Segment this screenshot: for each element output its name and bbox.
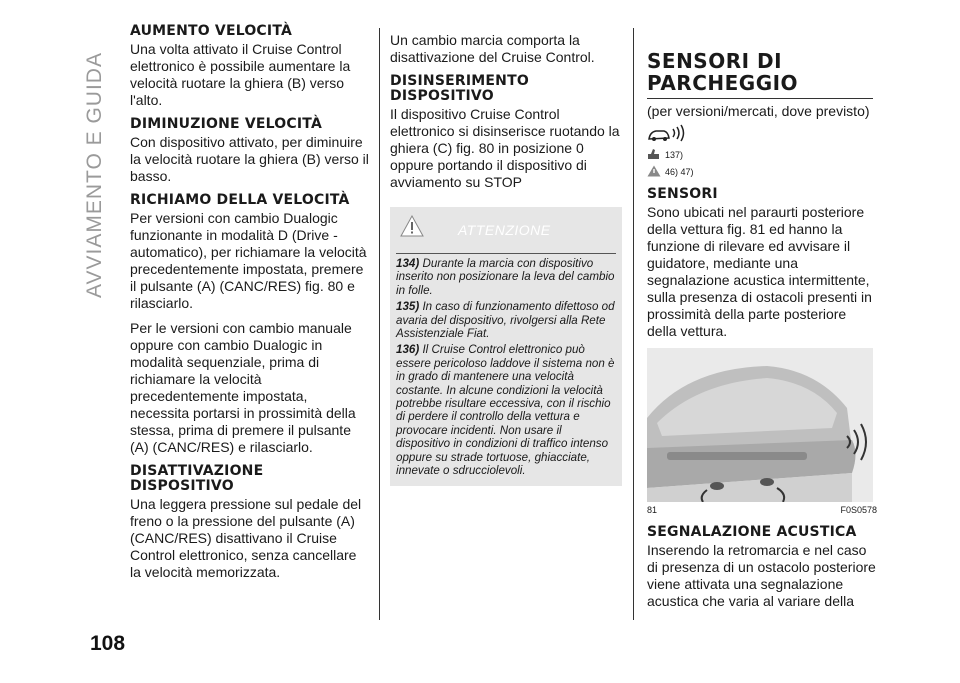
caution-ref: 46) 47) bbox=[665, 167, 694, 177]
text-diminuzione: Con dispositivo attivato, per diminuire la velocità ruotare la ghiera (B) verso il basso. bbox=[130, 134, 369, 184]
warning-divider bbox=[396, 253, 616, 254]
warning-header bbox=[390, 207, 622, 253]
warning-note: 135) In caso di funzionamento difettoso od avaria del dispositivo, rivolgersi alla Rete Assistenziale Fiat. bbox=[396, 300, 615, 341]
chapter-sidebar bbox=[78, 40, 112, 310]
heading-sensori: SENSORI bbox=[647, 186, 718, 202]
page-number: 108 bbox=[90, 632, 126, 655]
warning-note: 136) Il Cruise Control elettronico può essere pericoloso laddove il sistema non è in grado di mantenere una velocità costante. In alcune condizioni la velocità potrebbe risultare eccessiva, con il rischio di perdere il controllo della vettura e provocare incidenti. Non usare il dispositivo in condizioni di traffico intenso oppure su strade tortuose, ghiacciate, innevate o sdrucciolevoli. bbox=[396, 343, 615, 478]
text-segnalazione: Inserendo la retromarcia e nel caso di presenza di un ostacolo posteriore viene attivata una segnalazione acustica che varia al variare della bbox=[647, 542, 876, 609]
text-richiamo-1: Per versioni con cambio Dualogic funzionante in modalità D (Drive - automatico), per richiamare la velocità precedentemente impostata, premere il pulsante (A) (CANC/RES) fig. 80 e rilasciarlo. bbox=[130, 210, 367, 311]
text-richiamo-2: Per le versioni con cambio manuale oppure con cambio Dualogic in modalità sequenziale, prima di richiamare la velocità precedentemente impostata, necessita portarsi in prossimità della stessa, prima di premere il pulsante (A) (CANC/RES) e rilasciarlo. bbox=[130, 320, 356, 455]
caution-ref-row bbox=[647, 165, 877, 179]
column-3 bbox=[647, 24, 877, 618]
heading-disinserimento: DISINSERIMENTO DISPOSITIVO bbox=[390, 73, 529, 104]
parking-sensor-icon-row bbox=[647, 123, 877, 145]
heading-richiamo-velocita: RICHIAMO DELLA VELOCITÀ bbox=[130, 192, 350, 208]
text-disinserimento: Il dispositivo Cruise Control elettronico si disinserisce ruotando la ghiera (C) fig. 80 in posizione 0 oppure portando il dispositivo di avviamento su STOP bbox=[390, 106, 620, 190]
caution-triangle-icon bbox=[647, 165, 661, 179]
warning-triangle-icon bbox=[400, 215, 424, 242]
heading-aumento-velocita: AUMENTO VELOCITÀ bbox=[130, 23, 293, 39]
info-ref: 137) bbox=[665, 150, 684, 160]
column-divider bbox=[633, 28, 634, 620]
hand-info-icon bbox=[647, 148, 661, 162]
chapter-title: AVVIAMENTO E GUIDA bbox=[83, 52, 106, 298]
figure-number: 81 bbox=[647, 505, 658, 515]
heading-diminuzione-velocita: DIMINUZIONE VELOCITÀ bbox=[130, 116, 322, 132]
warning-title: ATTENZIONE bbox=[458, 222, 551, 238]
text-sensori: Sono ubicati nel paraurti posteriore della vettura fig. 81 ed hanno la funzione di rilevare ed avvisare il guidatore, mediante una segnalazione acustica intermittente, sulla presenza di ostacoli presenti in prossimità della parte posteriore della vettura. bbox=[647, 204, 872, 339]
text-aumento: Una volta attivato il Cruise Control elettronico è possibile aumentare la velocità ruotare la ghiera (B) verso l'alto. bbox=[130, 41, 351, 108]
column-2 bbox=[390, 24, 622, 486]
text-cambio-marcia: Un cambio marcia comporta la disattivazione del Cruise Control. bbox=[390, 32, 595, 65]
heading-segnalazione-acustica: SEGNALAZIONE ACUSTICA bbox=[647, 524, 857, 540]
text-disattivazione: Una leggera pressione sul pedale del freno o la pressione del pulsante (A) (CANC/RES) disattivano il Cruise Control elettronico, senza cancellare la velocità memorizzata. bbox=[130, 496, 362, 580]
column-1 bbox=[130, 24, 370, 589]
heading-disattivazione: DISATTIVAZIONE DISPOSITIVO bbox=[130, 463, 264, 494]
text-versioni: (per versioni/mercati, dove previsto) bbox=[647, 103, 870, 119]
figure-code: F0S0578 bbox=[840, 505, 877, 515]
warning-note: 134) Durante la marcia con dispositivo inserito non posizionare la leva del cambio in folle. bbox=[396, 257, 615, 297]
car-rear-illustration bbox=[647, 348, 873, 502]
figure-parking-sensors bbox=[647, 348, 873, 502]
info-ref-row bbox=[647, 148, 877, 162]
column-divider bbox=[379, 28, 380, 620]
heading-sensori-parcheggio: SENSORI DI PARCHEGGIO bbox=[647, 49, 799, 95]
parking-sensor-icon bbox=[647, 123, 687, 145]
warning-box bbox=[390, 207, 622, 486]
figure-caption bbox=[647, 505, 877, 515]
heading-rule bbox=[647, 98, 873, 99]
